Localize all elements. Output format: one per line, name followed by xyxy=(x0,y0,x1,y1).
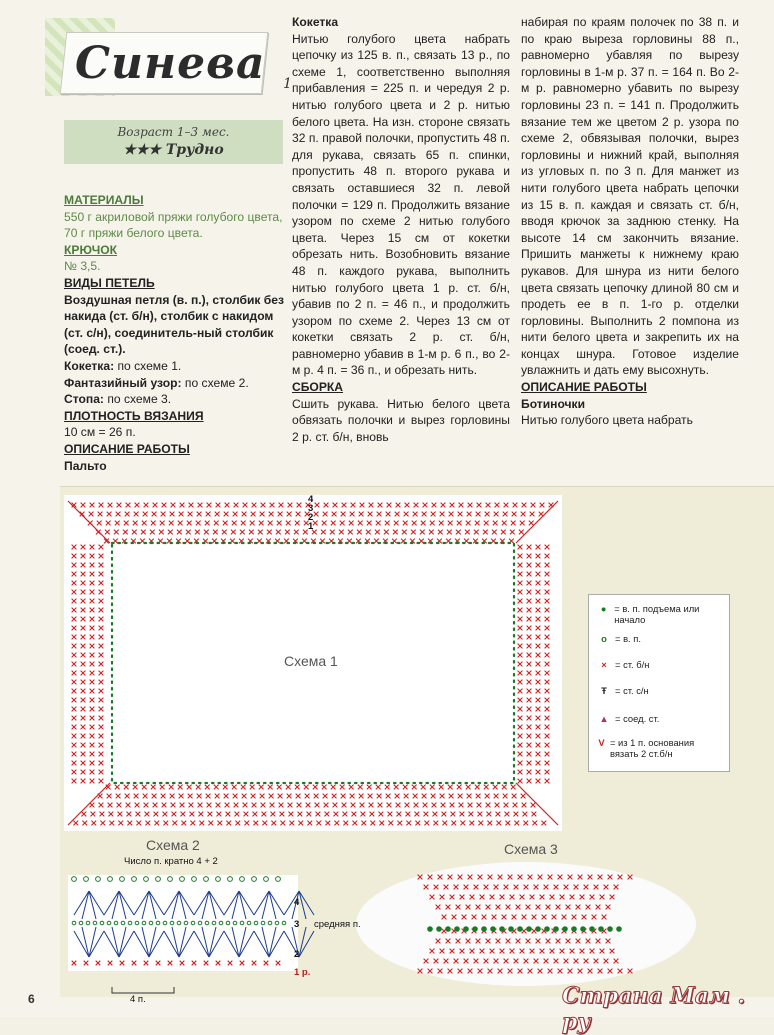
s1-row-3: 3 xyxy=(308,503,314,514)
legend-item xyxy=(593,737,725,759)
fancy-line xyxy=(64,375,286,392)
yoke-value: по схеме 1. xyxy=(114,358,182,373)
stitch-chain-filled xyxy=(481,926,487,932)
coat-heading: Пальто xyxy=(64,458,107,473)
stitch-chain-filled xyxy=(517,926,523,932)
legend-item xyxy=(593,685,649,696)
stitch-chain-filled xyxy=(562,926,568,932)
legend-text: = в. п. xyxy=(615,633,641,644)
materials-heading: МАТЕРИАЛЫ xyxy=(64,193,144,207)
stitch-chain-filled xyxy=(526,926,532,932)
booties-heading: Ботиночки xyxy=(521,396,586,411)
hook-heading: КРЮЧОК xyxy=(64,242,118,257)
s2-row-3: 3 xyxy=(294,919,300,930)
yoke-instructions: Нитью голубого цвета набрать цепочку из 125 в. п., связать 13 р., по схеме 1, соответственно выполняя прибавления = 225 п. и чередуя 2 р. нитью голубого цвета и 2 р. нитью белого цвета. На изн. стороне связать 32 п. правой полочки, пропустить 48 п. для рукава, связать 65 п. спинки, пропустить 48 п. второго рукава и связать оставшиеся 32 п. левой полочки = 129 п. Продолжить вязание узором по схеме 2 нитью голубого цвета. Через 15 см от кокетки обрезать нить. Возобновить вязание 48 п. каждого рукава, выполнить нитью голубого цвета 1 р. ст. б/н, убавив по 2 п. = 46 п., и продолжить узором по схеме 2. Через 13 см от кокетки связать 2 р. ст. б/н, равномерно убавив в 1-м р. 6 п., во 2-м р. 4 п. = 36 п., и обрезать нить. xyxy=(292,31,510,378)
continued-instructions: набирая по краям полочек по 38 п. и по краю выреза горловины 88 п., равномерно убавляя по вырезу горловины в 1-м р. 37 п. = 164 п. Во 2-м р. равномерно убавить по вырезу горловины 23 п. = 141 п. Продолжить вязание тем же цветом 2 р. узора по схеме 2, обвязывая полочки, вырез горловины и нижний край, выполняя из угловых п. по 3 п. Для манжет из нити голубого цвета набрать цепочки из 15 в. п. каждая и связать ст. б/н, вводя крючок за заднюю стенку. На высоте 14 см закончить вязание. Пришить манжеты к нижнему краю рукавов. Для шнура из нити белого цвета связать цепочку длиной 80 см и продеть ее в п. 1-го р. отделки горловины. Выполнить 2 помпона из нити белого цвета и закрепить их на концах шнура. Готовое изделие увлажнить и дать ему высохнуть. xyxy=(521,15,739,378)
s1-row-4: 4 xyxy=(308,494,314,505)
legend-symbol: Ŧ xyxy=(601,685,607,696)
density-text: 10 см = 26 п. xyxy=(64,425,136,440)
legend-item xyxy=(593,633,641,644)
difficulty-text: Трудно xyxy=(165,142,224,158)
loops-heading: ВИДЫ ПЕТЕЛЬ xyxy=(64,275,155,290)
stitch-chain-filled xyxy=(427,926,433,932)
legend-text: = из 1 п. основания вязать 2 ст.б/н xyxy=(609,737,695,759)
stitch-chain-filled xyxy=(589,926,595,932)
difficulty-label xyxy=(64,142,283,158)
legend-text: = ст. б/н xyxy=(615,659,650,670)
stitch-chain-filled xyxy=(571,926,577,932)
assembly-heading: СБОРКА xyxy=(292,380,344,395)
scheme3-middle-label: средняя п. xyxy=(314,919,361,930)
s1-row-2: 2 xyxy=(308,512,314,523)
stitch-chain-filled xyxy=(544,926,550,932)
age-label: Возраст 1–3 мес. xyxy=(117,125,230,139)
column-1 xyxy=(64,192,286,474)
legend-item xyxy=(593,713,659,724)
s2-row-2: 2 xyxy=(294,949,300,960)
density-heading: ПЛОТНОСТЬ ВЯЗАНИЯ xyxy=(64,408,204,423)
stitch-chain-filled xyxy=(535,926,541,932)
sole-label: Стопа: xyxy=(64,392,104,407)
legend-text: = соед. ст. xyxy=(615,713,660,724)
stitch-chain-filled xyxy=(490,926,496,932)
scheme2-label: Схема 2 xyxy=(146,837,200,853)
scheme2-bg xyxy=(68,875,298,971)
loops-text: Воздушная петля (в. п.), столбик без накида (ст. б/н), столбик с накидом (ст. с/н), соединитель-ный столбик (соед. ст.). xyxy=(64,292,285,357)
yoke-line xyxy=(64,358,286,375)
scheme2-repeat: 4 п. xyxy=(130,994,146,1005)
legend-item xyxy=(593,659,649,670)
yoke-heading: Кокетка xyxy=(292,15,339,29)
stitch-chain-filled xyxy=(463,926,469,932)
legend-box xyxy=(588,594,730,772)
stitch-chain-filled xyxy=(598,926,604,932)
scheme2-note: Число п. кратно 4 + 2 xyxy=(124,856,218,867)
page-number: 6 xyxy=(28,992,35,1006)
assembly-instructions: Сшить рукава. Нитью белого цвета обвязать полочки и вырез горловины 2 р. ст. б/н, вновь xyxy=(292,396,510,444)
materials-text: 550 г акриловой пряжи голубого цвета, 70 г пряжи белого цвета. xyxy=(64,209,283,241)
scheme1-label: Схема 1 xyxy=(284,653,338,669)
stitch-chain-filled xyxy=(472,926,478,932)
fancy-label: Фантазийный узор: xyxy=(64,375,182,390)
column-3 xyxy=(521,14,739,429)
stitch-chain-filled xyxy=(607,926,613,932)
stitch-chain-filled xyxy=(616,926,622,932)
legend-text: = ст. с/н xyxy=(615,685,649,696)
page-title: Синева xyxy=(75,38,266,89)
stitch-chain-filled xyxy=(454,926,460,932)
legend-item xyxy=(593,603,729,625)
work-heading-2: ОПИСАНИЕ РАБОТЫ xyxy=(521,380,647,395)
fancy-value: по схеме 2. xyxy=(181,375,249,390)
sole-line xyxy=(64,391,286,408)
stitch-chain-filled xyxy=(580,926,586,932)
hook-text: № 3,5. xyxy=(64,259,101,274)
difficulty-stars: ★★★ xyxy=(123,142,161,158)
stitch-chain-filled xyxy=(436,926,442,932)
stitch-chain-filled xyxy=(445,926,451,932)
scheme3-label: Схема 3 xyxy=(504,841,558,857)
column-2 xyxy=(292,14,510,445)
legend-symbol: × xyxy=(601,659,607,670)
age-difficulty-box xyxy=(64,120,283,164)
title-index: 1 xyxy=(283,76,292,92)
yoke-label: Кокетка: xyxy=(64,358,115,373)
scheme2-repeat-bracket xyxy=(112,987,174,993)
stitch-chain-filled xyxy=(499,926,505,932)
legend-symbol: o xyxy=(601,633,607,644)
legend-text: = в. п. подъема или начало xyxy=(614,603,700,625)
stitch-chain-filled xyxy=(553,926,559,932)
title-ribbon xyxy=(45,18,292,96)
s1-row-1: 1 xyxy=(308,521,314,532)
watermark-logo: Страна Мам . ру xyxy=(562,983,746,1035)
sole-value: по схеме 3. xyxy=(103,392,172,407)
legend-symbol: ▲ xyxy=(599,713,609,724)
scheme1-row-numbers xyxy=(308,495,313,531)
s2-row-1: 1 р. xyxy=(294,967,311,978)
scheme3-sole xyxy=(356,862,696,986)
booties-instructions: Нитью голубого цвета набрать xyxy=(521,413,693,428)
work-heading: ОПИСАНИЕ РАБОТЫ xyxy=(64,441,190,456)
s2-row-4: 4 xyxy=(294,897,300,908)
stitch-chain-filled xyxy=(508,926,514,932)
legend-symbol: V xyxy=(598,737,605,748)
legend-symbol: ● xyxy=(600,603,607,614)
